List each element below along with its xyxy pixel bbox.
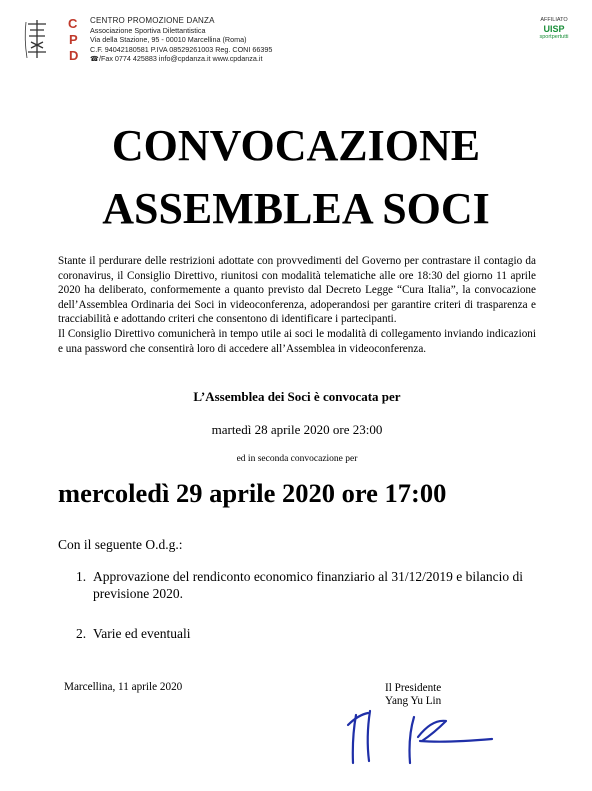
body-text bbox=[58, 254, 536, 356]
signatory-name: Yang Yu Lin bbox=[385, 695, 442, 707]
body-paragraph-1: Stante il perdurare delle restrizioni adottate con provvedimenti del Governo per contrastare il contagio da coronavirus, il Consiglio Direttivo, riunitosi con modalità telematiche alle ore 18:30 del giorno 11 aprile 2020 ha deliberato, conformemente a quanto previsto dal Decreto Legge “Cura Italia”, la convocazione dell’Assemblea Ordinaria dei Soci in videoconferenza, adoperandosi per garantire criteri di trasparenza e tracciabilità e adottando criteri che consentono di identificare i partecipanti. bbox=[58, 255, 536, 326]
agenda-item bbox=[76, 625, 536, 642]
title-line-2: ASSEMBLEA SOCI bbox=[102, 184, 490, 233]
org-address: Via della Stazione, 95 - 00010 Marcellina (Roma) bbox=[90, 35, 247, 45]
agenda-item-text: Varie ed eventuali bbox=[93, 626, 191, 641]
org-contacts: ☎/Fax 0774 425883 info@cpdanza.it www.cpdanza.it bbox=[90, 54, 263, 64]
agenda-item-number: 1. bbox=[76, 569, 87, 584]
handwritten-signature bbox=[336, 707, 496, 767]
body-paragraph-2: Il Consiglio Direttivo comunicherà in tempo utile ai soci le modalità di collegamento inviando indicazioni e una password che consentirà loro di accedere all’Assemblea in videoconferenza. bbox=[58, 327, 536, 355]
org-info bbox=[90, 16, 272, 64]
agenda-item bbox=[76, 568, 536, 602]
agenda-intro: Con il seguente O.d.g.: bbox=[58, 537, 183, 552]
uisp-badge bbox=[532, 17, 576, 40]
org-name: CENTRO PROMOZIONE DANZA bbox=[90, 16, 215, 25]
letterhead bbox=[20, 14, 576, 64]
cpd-logo bbox=[20, 14, 88, 64]
title-line-1: CONVOCAZIONE bbox=[111, 121, 481, 170]
signatory-title: Il Presidente bbox=[385, 682, 442, 694]
second-call-date: mercoledì 29 aprile 2020 ore 17:00 bbox=[58, 478, 447, 508]
uisp-tagline: sportpertutti bbox=[539, 34, 569, 40]
second-call-label: ed in seconda convocazione per bbox=[236, 454, 358, 464]
uisp-affiliation-label: AFFILIATO bbox=[540, 17, 568, 23]
agenda-item-number: 2. bbox=[76, 626, 87, 641]
logo-letter-c: C bbox=[68, 16, 78, 31]
org-fiscal: C.F. 94042180581 P.IVA 08529261003 Reg. CONI 66395 bbox=[90, 44, 273, 54]
first-call-date: martedì 28 aprile 2020 ore 23:00 bbox=[211, 422, 383, 437]
logo-letter-p: P bbox=[69, 32, 78, 47]
uisp-brand: UISP bbox=[543, 24, 565, 34]
agenda-item-text: Approvazione del rendiconto economico finanziario al 31/12/2019 e bilancio di previsione 2020. bbox=[93, 569, 523, 601]
agenda-list bbox=[76, 568, 536, 642]
org-type: Associazione Sportiva Dilettantistica bbox=[90, 25, 206, 35]
place-date: Marcellina, 11 aprile 2020 bbox=[64, 681, 183, 693]
logo-letter-d: D bbox=[69, 48, 79, 63]
convocation-intro: L’Assemblea dei Soci è convocata per bbox=[193, 389, 401, 404]
